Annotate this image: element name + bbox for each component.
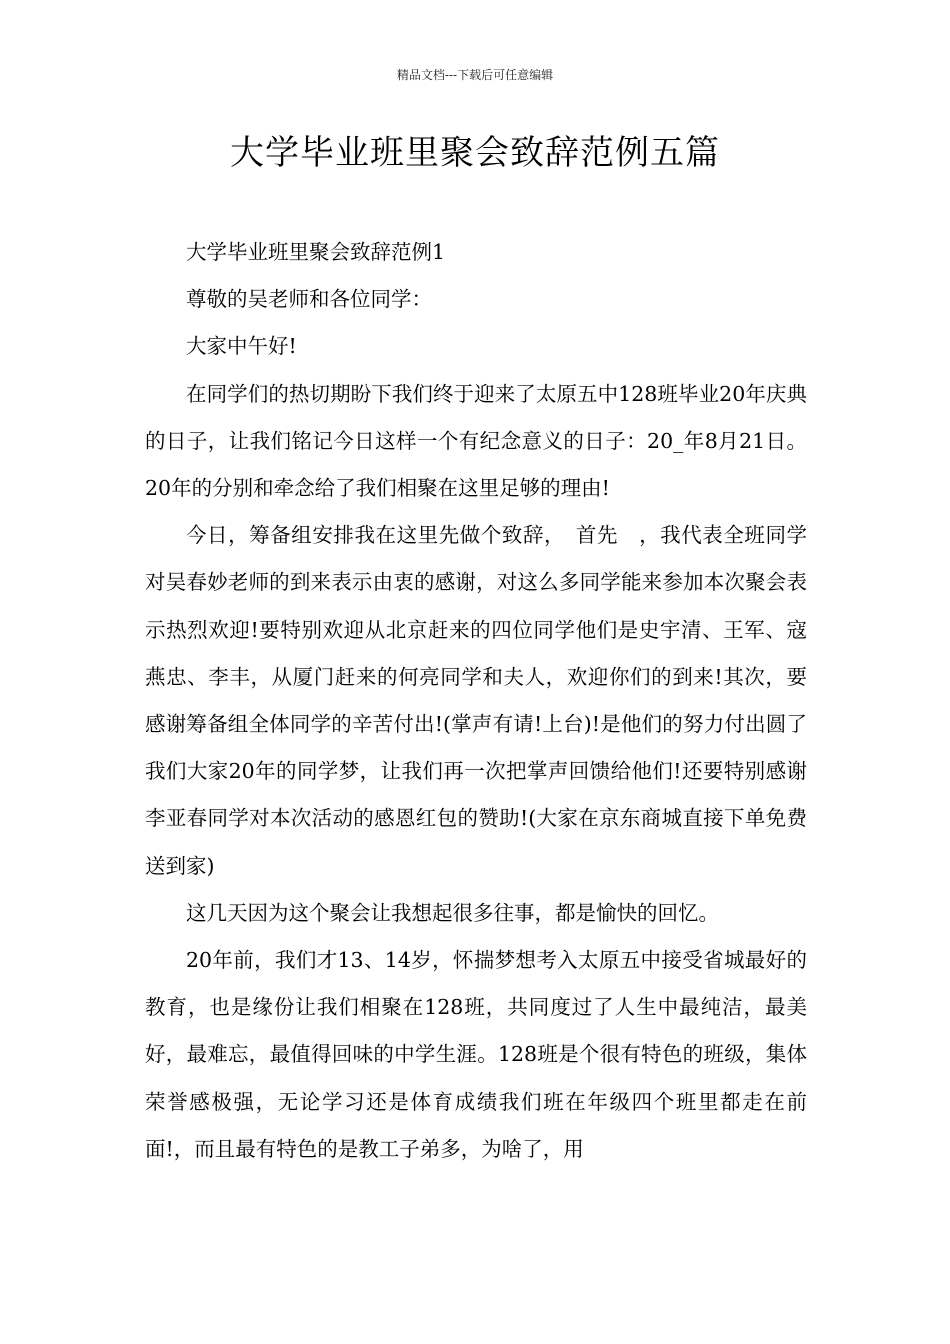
paragraph-body: 20年前，我们才13、14岁，怀揣梦想考入太原五中接受省城最好的教育，也是缘份让我们相聚在128班，共同度过了人生中最纯洁，最美好，最难忘，最值得回味的中学生涯。128班是个很有特色的班级，集体荣誉感极强，无论学习还是体育成绩我们班在年级四个班里都走在前面!，而且最有特色的是教工子弟多，为啥了，用 [145, 948, 807, 1161]
document-title: 大学毕业班里聚会致辞范例五篇 [230, 133, 720, 173]
paragraph-body: 在同学们的热切期盼下我们终于迎来了太原五中128班毕业20年庆典的日子，让我们铭记今日这样一个有纪念意义的日子：20_年8月21日。20年的分别和牵念给了我们相聚在这里足够的理由! [145, 381, 807, 501]
document-body [145, 229, 807, 1173]
paragraph-body: 今日，筹备组安排我在这里先做个致辞， 首先 ，我代表全班同学对吴春妙老师的到来表示由衷的感谢，对这么多同学能来参加本次聚会表示热烈欢迎!要特别欢迎从北京赶来的四位同学他们是史宇清、王军、寇燕忠、李丰，从厦门赶来的何亮同学和夫人，欢迎你们的到来!其次，要感谢筹备组全体同学的辛苦付出!(掌声有请!上台)!是他们的努力付出圆了我们大家20年的同学梦，让我们再一次把掌声回馈给他们!还要特别感谢李亚春同学对本次活动的感恩红包的赞助!(大家在京东商城直接下单免费送到家) [145, 523, 807, 878]
paragraph-greeting: 大家中午好! [186, 334, 297, 359]
paragraph-body: 这几天因为这个聚会让我想起很多往事，都是愉快的回忆。 [186, 900, 719, 925]
paragraph-subtitle: 大学毕业班里聚会致辞范例1 [186, 240, 446, 264]
header-note: 精品文档---下载后可任意编辑 [396, 68, 554, 82]
paragraph-salutation: 尊敬的吴老师和各位同学： [186, 287, 432, 312]
